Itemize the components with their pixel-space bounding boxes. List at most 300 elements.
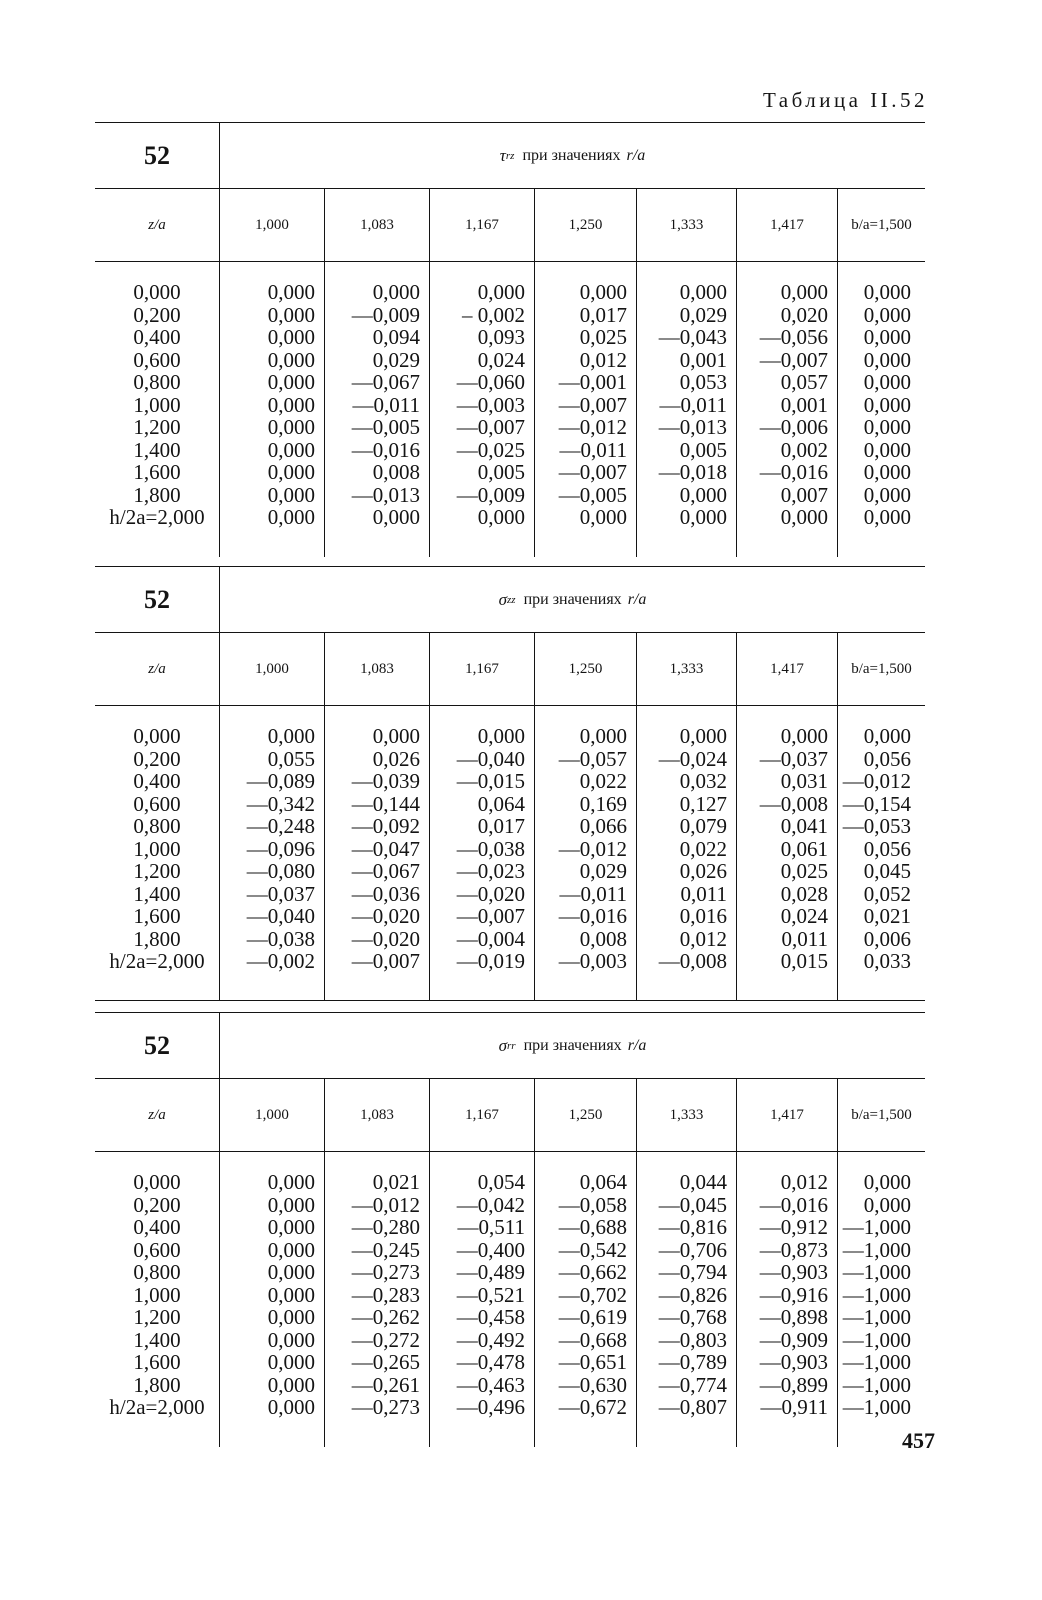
value-column	[637, 262, 737, 557]
row-header: z/a	[95, 189, 220, 261]
table-cell: 0,000	[267, 392, 315, 417]
table-cell: —0,042	[456, 1192, 525, 1217]
table-cell: 0,064	[579, 1170, 627, 1194]
row-label: 0,400	[133, 1215, 181, 1239]
row-label: 0,600	[133, 1237, 181, 1262]
table-cell: 0,054	[477, 1170, 525, 1194]
table-cell: – 0,002	[462, 302, 525, 327]
table-cell: 0,025	[780, 859, 828, 883]
stress-subscript: rr	[507, 1039, 516, 1052]
table-cell: —0,005	[351, 415, 420, 439]
table-cell: —0,013	[351, 482, 420, 507]
table-cell: —0,067	[351, 370, 420, 394]
title-variable: r/a	[627, 590, 647, 608]
table-cell: 0,005	[477, 460, 525, 484]
table-cell: —0,898	[759, 1305, 828, 1329]
stress-table-sigma-zz	[95, 566, 925, 1001]
table-number: 52	[95, 1013, 220, 1078]
table-cell: —0,007	[456, 904, 525, 928]
row-label: 1,600	[133, 1350, 181, 1374]
stress-symbol: τ	[499, 145, 506, 165]
table-cell: —0,873	[759, 1237, 828, 1262]
value-column	[430, 262, 535, 557]
table-cell: —1,000	[842, 1395, 911, 1419]
table-cell: 0,000	[863, 280, 911, 304]
table-cell: —0,015	[456, 769, 525, 793]
table-cell: 0,000	[477, 505, 525, 529]
table-cell: 0,024	[780, 904, 828, 928]
table-cell: 0,000	[679, 505, 727, 529]
table-cell: 0,021	[372, 1170, 420, 1194]
table-cell: —0,511	[457, 1215, 525, 1239]
row-label: 0,800	[133, 370, 181, 394]
table-cell: —0,096	[246, 836, 315, 861]
table-cell: —0,008	[759, 791, 828, 816]
table-cell: 0,015	[780, 949, 828, 973]
row-label: 0,400	[133, 769, 181, 793]
table-title	[220, 123, 925, 188]
row-label-column	[95, 262, 220, 557]
table-cell: 0,000	[267, 460, 315, 484]
table-cell: —0,057	[558, 746, 627, 771]
table-caption: Таблица II.52	[762, 88, 928, 112]
table-cell: —0,273	[351, 1395, 420, 1419]
table-cell: —1,000	[842, 1237, 911, 1262]
value-column	[325, 1152, 430, 1447]
table-cell: 0,025	[579, 325, 627, 349]
column-header: 1,250	[535, 1079, 637, 1151]
table-cell: 0,000	[267, 347, 315, 372]
table-cell: —0,702	[558, 1282, 627, 1307]
table-cell: —0,007	[351, 949, 420, 973]
table-cell: —0,043	[658, 325, 727, 349]
value-column	[838, 262, 925, 557]
table-cell: —1,000	[842, 1372, 911, 1397]
table-cell: —0,789	[658, 1350, 727, 1374]
value-column	[220, 262, 325, 557]
table-cell: —0,020	[351, 904, 420, 928]
table-cell: 0,000	[679, 724, 727, 748]
column-header: b/a=1,500	[851, 216, 912, 233]
table-cell: —0,630	[558, 1372, 627, 1397]
table-cell: 0,000	[372, 280, 420, 304]
table-cell: —0,458	[456, 1305, 525, 1329]
table-cell: —0,489	[456, 1260, 525, 1284]
table-cell: 0,000	[863, 370, 911, 394]
table-cell: —0,909	[759, 1327, 828, 1352]
table-cell: 0,000	[863, 392, 911, 417]
table-cell: —0,006	[759, 415, 828, 439]
table-cell: —0,011	[659, 392, 727, 417]
table-cell: —0,001	[558, 370, 627, 394]
row-label: h/2a=2,000	[109, 505, 205, 529]
table-cell: —0,651	[558, 1350, 627, 1374]
stress-subscript: zz	[507, 593, 516, 606]
table-cell: 0,066	[579, 814, 627, 838]
row-label: 1,400	[133, 881, 181, 906]
table-cell: 0,000	[780, 724, 828, 748]
table-cell: —0,016	[759, 460, 828, 484]
table-cell: 0,011	[781, 926, 828, 951]
table-cell: 0,021	[863, 904, 911, 928]
table-cell: 0,007	[780, 482, 828, 507]
table-cell: 0,056	[863, 836, 911, 861]
value-column	[430, 1152, 535, 1447]
table-cell: —0,005	[558, 482, 627, 507]
row-header: z/a	[95, 633, 220, 705]
table-cell: —0,273	[351, 1260, 420, 1284]
column-header-row	[95, 188, 925, 261]
table-cell: —1,000	[842, 1305, 911, 1329]
column-header: 1,250	[535, 189, 637, 261]
table-cell: 0,127	[679, 791, 727, 816]
table-cell: 0,000	[372, 724, 420, 748]
table-cell: —0,067	[351, 859, 420, 883]
table-cell: —0,478	[456, 1350, 525, 1374]
row-label: 0,200	[133, 302, 181, 327]
table-cell: —0,688	[558, 1215, 627, 1239]
table-cell: —0,272	[351, 1327, 420, 1352]
table-title	[220, 567, 925, 632]
table-cell: 0,022	[579, 769, 627, 793]
table-cell: —0,400	[456, 1237, 525, 1262]
value-column	[220, 1152, 325, 1447]
table-cell: —0,794	[658, 1260, 727, 1284]
table-cell: 0,001	[679, 347, 727, 372]
value-column	[220, 706, 325, 1000]
table-cell: 0,000	[579, 505, 627, 529]
table-cell: 0,061	[780, 836, 828, 861]
table-cell: 0,041	[780, 814, 828, 838]
table-cell: —0,060	[456, 370, 525, 394]
table-cell: 0,000	[863, 460, 911, 484]
table-cell: —0,496	[456, 1395, 525, 1419]
table-cell: 0,000	[267, 370, 315, 394]
column-header: 1,333	[637, 1079, 737, 1151]
table-cell: 0,026	[372, 746, 420, 771]
table-cell: 0,000	[267, 280, 315, 304]
column-header-row	[95, 1078, 925, 1151]
table-cell: —0,463	[456, 1372, 525, 1397]
table-cell: —0,016	[759, 1192, 828, 1217]
title-text: при значениях	[523, 1036, 622, 1054]
table-number: 52	[95, 123, 220, 188]
table-cell: 0,020	[780, 302, 828, 327]
table-cell: 0,001	[780, 392, 828, 417]
table-cell: —0,018	[658, 460, 727, 484]
row-label: 1,200	[133, 415, 181, 439]
table-cell: —0,154	[842, 791, 911, 816]
table-heading-row	[95, 1012, 925, 1078]
table-cell: 0,053	[679, 370, 727, 394]
row-label: 1,200	[133, 859, 181, 883]
value-column	[838, 706, 925, 1000]
value-column	[535, 262, 637, 557]
page-number: 457	[902, 1428, 935, 1453]
table-cell: 0,000	[477, 280, 525, 304]
table-cell: 0,000	[267, 1215, 315, 1239]
value-column	[737, 262, 838, 557]
table-cell: —0,144	[351, 791, 420, 816]
title-variable: r/a	[626, 146, 646, 164]
row-label: 0,800	[133, 814, 181, 838]
table-cell: 0,028	[780, 881, 828, 906]
table-cell: —0,826	[658, 1282, 727, 1307]
table-cell: —0,245	[351, 1237, 420, 1262]
table-cell: —0,248	[246, 814, 315, 838]
table-cell: 0,000	[863, 302, 911, 327]
table-cell: 0,064	[477, 791, 525, 816]
table-cell: —0,668	[558, 1327, 627, 1352]
row-label: h/2a=2,000	[109, 949, 205, 973]
table-cell: —0,047	[351, 836, 420, 861]
row-label: 0,200	[133, 1192, 181, 1217]
column-header: 1,167	[430, 1079, 535, 1151]
table-cell: 0,022	[679, 836, 727, 861]
table-cell: 0,000	[863, 1192, 911, 1217]
table-cell: —1,000	[842, 1327, 911, 1352]
table-heading-row	[95, 566, 925, 632]
table-body	[95, 261, 925, 557]
table-cell: —0,007	[558, 392, 627, 417]
table-cell: —0,265	[351, 1350, 420, 1374]
value-column	[637, 1152, 737, 1447]
table-cell: —0,009	[456, 482, 525, 507]
table-cell: —0,899	[759, 1372, 828, 1397]
table-cell: —1,000	[842, 1215, 911, 1239]
table-cell: 0,000	[267, 1395, 315, 1419]
table-cell: 0,079	[679, 814, 727, 838]
table-cell: 0,031	[780, 769, 828, 793]
table-cell: 0,000	[863, 505, 911, 529]
table-cell: —0,003	[558, 949, 627, 973]
table-cell: —0,037	[759, 746, 828, 771]
table-cell: —0,080	[246, 859, 315, 883]
table-cell: —0,038	[246, 926, 315, 951]
row-label: 1,400	[133, 1327, 181, 1352]
table-cell: 0,012	[679, 926, 727, 951]
table-cell: —0,092	[351, 814, 420, 838]
table-cell: 0,000	[267, 302, 315, 327]
table-cell: —0,039	[351, 769, 420, 793]
column-header: 1,083	[325, 189, 430, 261]
table-cell: 0,000	[267, 505, 315, 529]
row-label: 1,200	[133, 1305, 181, 1329]
table-cell: —0,013	[658, 415, 727, 439]
row-label-column	[95, 706, 220, 1000]
row-label: 0,600	[133, 791, 181, 816]
title-text: при значениях	[522, 146, 621, 164]
table-cell: 0,000	[267, 724, 315, 748]
row-label: 1,800	[133, 1372, 181, 1397]
table-number: 52	[95, 567, 220, 632]
table-cell: —0,521	[456, 1282, 525, 1307]
row-label-column	[95, 1152, 220, 1447]
table-cell: 0,000	[267, 1327, 315, 1352]
table-cell: 0,000	[267, 415, 315, 439]
table-cell: —0,007	[558, 460, 627, 484]
table-cell: —0,011	[559, 881, 627, 906]
table-body	[95, 705, 925, 1001]
table-cell: 0,000	[863, 437, 911, 462]
table-cell: —0,706	[658, 1237, 727, 1262]
title-variable: r/a	[627, 1036, 647, 1054]
column-header: 1,083	[325, 1079, 430, 1151]
table-cell: 0,012	[780, 1170, 828, 1194]
table-cell: —0,045	[658, 1192, 727, 1217]
table-cell: 0,000	[863, 482, 911, 507]
table-cell: —0,020	[351, 926, 420, 951]
stress-subscript: rz	[505, 149, 515, 162]
row-label: 1,800	[133, 482, 181, 507]
table-cell: —0,003	[456, 392, 525, 417]
table-cell: 0,000	[267, 1372, 315, 1397]
row-label: 1,400	[133, 437, 181, 462]
table-cell: 0,000	[863, 347, 911, 372]
value-column	[325, 706, 430, 1000]
table-cell: —0,012	[351, 1192, 420, 1217]
table-cell: —0,036	[351, 881, 420, 906]
table-cell: 0,033	[863, 949, 911, 973]
table-cell: —0,007	[456, 415, 525, 439]
value-column	[535, 1152, 637, 1447]
column-header-row	[95, 632, 925, 705]
table-cell: —0,903	[759, 1260, 828, 1284]
stress-table-tau-rz	[95, 122, 925, 557]
row-label: 0,000	[133, 280, 181, 304]
table-cell: 0,000	[267, 437, 315, 462]
table-cell: —0,342	[246, 791, 315, 816]
table-cell: 0,000	[267, 1260, 315, 1284]
stress-table-sigma-rr	[95, 1012, 925, 1447]
column-header: 1,083	[325, 633, 430, 705]
row-label: h/2a=2,000	[109, 1395, 205, 1419]
table-cell: —0,542	[558, 1237, 627, 1262]
table-cell: 0,169	[579, 791, 627, 816]
table-cell: 0,017	[579, 302, 627, 327]
table-cell: —1,000	[842, 1260, 911, 1284]
value-column	[737, 706, 838, 1000]
table-cell: 0,011	[680, 881, 727, 906]
table-cell: 0,000	[863, 1170, 911, 1194]
value-column	[325, 262, 430, 557]
table-heading-row	[95, 122, 925, 188]
table-cell: —0,807	[658, 1395, 727, 1419]
table-cell: —0,011	[352, 392, 420, 417]
table-cell: 0,057	[780, 370, 828, 394]
table-cell: —0,916	[759, 1282, 828, 1307]
row-label: 0,600	[133, 347, 181, 372]
table-cell: —0,774	[658, 1372, 727, 1397]
row-label: 1,000	[133, 392, 181, 417]
table-cell: 0,012	[579, 347, 627, 372]
column-header: 1,417	[737, 189, 838, 261]
table-cell: —0,816	[658, 1215, 727, 1239]
row-label: 0,000	[133, 1170, 181, 1194]
table-cell: —0,803	[658, 1327, 727, 1352]
table-cell: —0,261	[351, 1372, 420, 1397]
table-cell: —0,016	[558, 904, 627, 928]
table-cell: 0,052	[863, 881, 911, 906]
table-cell: —0,912	[759, 1215, 828, 1239]
row-label: 1,000	[133, 836, 181, 861]
table-cell: —0,089	[246, 769, 315, 793]
table-cell: 0,000	[267, 325, 315, 349]
row-label: 0,200	[133, 746, 181, 771]
stress-symbol: σ	[498, 1035, 508, 1055]
value-column	[430, 706, 535, 1000]
table-title	[220, 1013, 925, 1078]
table-cell: 0,016	[679, 904, 727, 928]
table-cell: —0,053	[842, 814, 911, 838]
row-label: 1,600	[133, 460, 181, 484]
table-cell: —0,058	[558, 1192, 627, 1217]
table-cell: —0,024	[658, 746, 727, 771]
row-label: 0,000	[133, 724, 181, 748]
table-cell: 0,045	[863, 859, 911, 883]
column-header: 1,417	[737, 1079, 838, 1151]
row-label: 0,800	[133, 1260, 181, 1284]
table-cell: 0,094	[372, 325, 420, 349]
table-cell: 0,000	[267, 1237, 315, 1262]
table-cell: 0,000	[372, 505, 420, 529]
table-cell: —0,280	[351, 1215, 420, 1239]
table-cell: 0,093	[477, 325, 525, 349]
table-cell: 0,000	[267, 1192, 315, 1217]
table-cell: 0,008	[579, 926, 627, 951]
stress-symbol: σ	[498, 589, 508, 609]
table-cell: 0,000	[267, 1305, 315, 1329]
column-header: 1,167	[430, 189, 535, 261]
table-cell: —0,011	[559, 437, 627, 462]
table-cell: 0,005	[679, 437, 727, 462]
table-cell: 0,029	[579, 859, 627, 883]
table-cell: 0,000	[863, 415, 911, 439]
table-cell: —0,025	[456, 437, 525, 462]
table-cell: —0,672	[558, 1395, 627, 1419]
table-cell: 0,017	[477, 814, 525, 838]
table-cell: —0,037	[246, 881, 315, 906]
table-cell: —0,903	[759, 1350, 828, 1374]
column-header: 1,000	[220, 633, 325, 705]
table-cell: 0,000	[780, 505, 828, 529]
column-header: 1,250	[535, 633, 637, 705]
column-header: 1,333	[637, 189, 737, 261]
table-cell: —0,004	[456, 926, 525, 951]
value-column	[535, 706, 637, 1000]
row-label: 1,000	[133, 1282, 181, 1307]
table-cell: —0,038	[456, 836, 525, 861]
table-cell: 0,000	[780, 280, 828, 304]
value-column	[637, 706, 737, 1000]
table-cell: 0,056	[863, 746, 911, 771]
table-cell: 0,000	[579, 724, 627, 748]
table-cell: 0,026	[679, 859, 727, 883]
column-header: b/a=1,500	[851, 1106, 912, 1123]
table-cell: —0,019	[456, 949, 525, 973]
table-cell: 0,000	[267, 482, 315, 507]
column-header: 1,333	[637, 633, 737, 705]
table-cell: 0,032	[679, 769, 727, 793]
table-cell: —0,492	[456, 1327, 525, 1352]
table-cell: 0,000	[267, 1350, 315, 1374]
table-cell: 0,000	[863, 724, 911, 748]
value-column	[737, 1152, 838, 1447]
table-cell: —0,662	[558, 1260, 627, 1284]
table-cell: 0,000	[267, 1170, 315, 1194]
table-cell: —0,012	[558, 836, 627, 861]
table-cell: —0,056	[759, 325, 828, 349]
